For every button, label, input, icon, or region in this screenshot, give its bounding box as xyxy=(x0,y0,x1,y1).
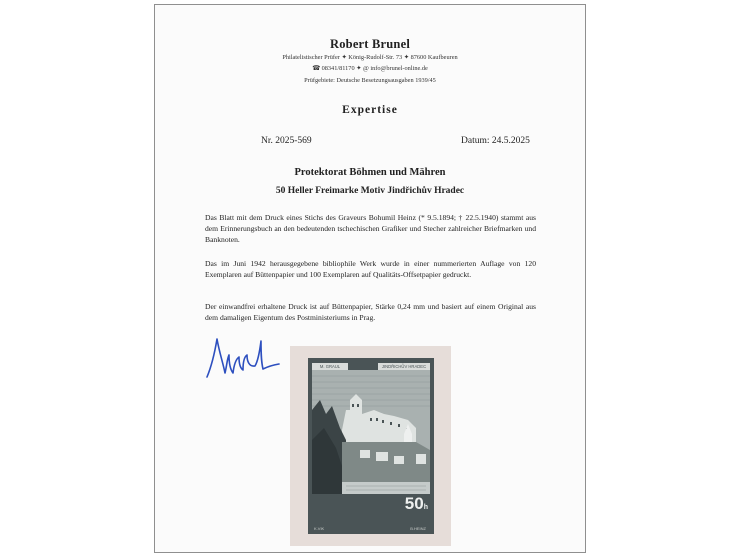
stamp-label-right: JINDŘICHŮV HRADEC xyxy=(378,363,430,370)
stamp-label-left: M. GRAUL xyxy=(312,363,348,370)
description-paragraph-3: Der einwandfrei erhaltene Druck ist auf Büttenpapier, Stärke 0,24 mm und basiert auf einem Original aus dem damaligen Eigentum des Postministeriums in Prag. xyxy=(205,302,536,322)
stamp-value-number: 50 xyxy=(404,494,424,513)
subject-title: Protektorat Böhmen und Mähren xyxy=(294,167,446,178)
certificate-number: Nr. 2025-569 xyxy=(261,136,312,146)
signature xyxy=(203,335,283,381)
certificate-page xyxy=(154,4,586,553)
description-paragraph-2: Das im Juni 1942 herausgegebene bibliophile Werk wurde in einer nummerierten Auflage von 120 Exemplaren auf Büttenpapier und 100 Exemplaren auf Qualitäts-Offsetpapier gedruckt. xyxy=(205,259,536,279)
stamp-face-value xyxy=(405,495,428,516)
description-paragraph-1: Das Blatt mit dem Druck eines Stichs des Graveurs Bohumil Heinz (* 9.5.1894; † 22.5.1940) stammt aus dem Erinnerungsbuch an den bedeutenden tschechischen Grafiker und Stecher zahlreicher Briefmarken und Banknoten. xyxy=(205,213,536,244)
stamp-credit-engraver: B.HEINZ xyxy=(410,526,426,531)
expert-name: Robert Brunel xyxy=(329,37,411,51)
stamp-credit-designer: K.VIK xyxy=(314,526,325,531)
certificate-date: Datum: 24.5.2025 xyxy=(461,136,530,146)
subject-item: 50 Heller Freimarke Motiv Jindřichův Hradec xyxy=(275,186,465,196)
document-title: Expertise xyxy=(342,104,398,116)
stamp-design xyxy=(308,358,434,534)
expert-address: Philatelistischer Prüfer ✦ König-Rudolf-Str. 73 ✦ 87600 Kaufbeuren xyxy=(282,54,458,61)
expert-contact: ☎ 08341/81170 ✦ @ info@brunel-online.de xyxy=(312,65,428,72)
expert-fields: Prüfgebiete: Deutsche Besetzungsausgaben 1939/45 xyxy=(304,77,436,84)
stamp-value-unit: h xyxy=(423,504,428,511)
